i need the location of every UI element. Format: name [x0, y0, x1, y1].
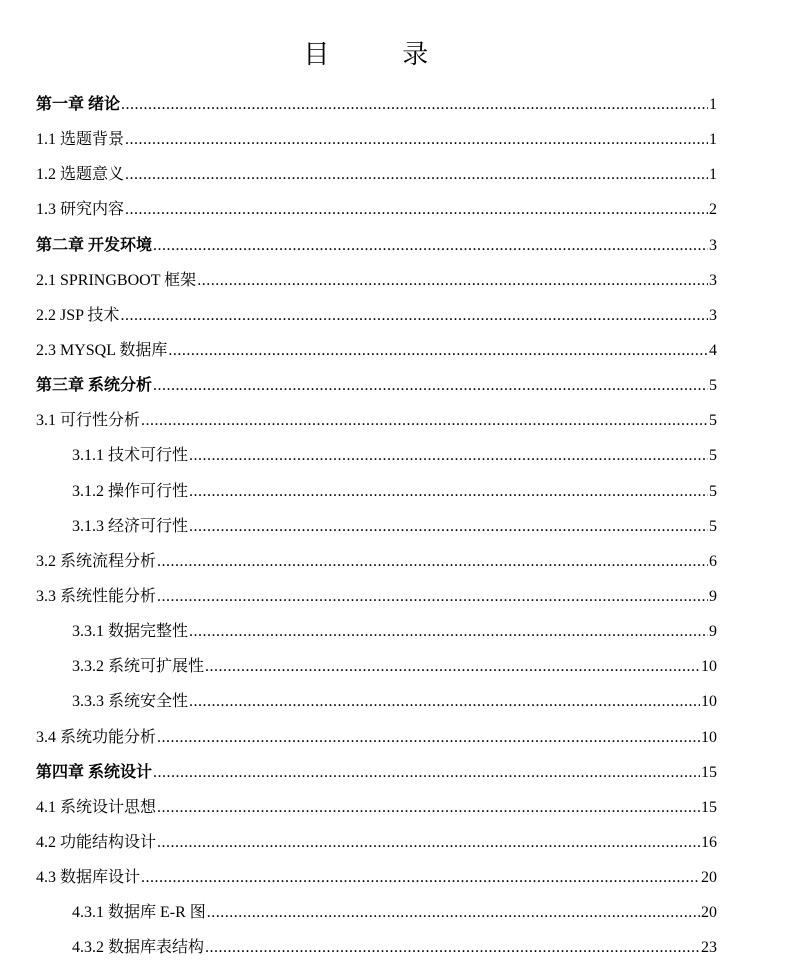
toc-dot-leader: [189, 438, 708, 473]
toc-page-number: 23: [701, 939, 717, 957]
toc-entry-label: 第三章 系统分析: [36, 377, 153, 395]
toc-subsection-entry[interactable]: [36, 649, 717, 684]
toc-page-number: 3: [709, 306, 717, 324]
toc-dot-leader: [207, 895, 700, 930]
toc-page-number: 6: [709, 552, 717, 570]
toc-subsection-entry[interactable]: [36, 895, 717, 930]
toc-section-entry[interactable]: [36, 192, 717, 227]
toc-entry-label: 1.2 选题意义: [36, 166, 125, 184]
toc-dot-leader: [157, 544, 708, 579]
toc-entry-label: 3.4 系统功能分析: [36, 728, 157, 746]
toc-section-entry[interactable]: [36, 298, 717, 333]
toc-page-number: 3: [709, 236, 717, 254]
toc-entry-label: 3.1.2 操作可行性: [72, 482, 189, 500]
toc-chapter-entry[interactable]: [36, 755, 717, 790]
toc-entry-label: 第一章 绪论: [36, 96, 121, 113]
toc-page-number: 9: [709, 587, 717, 605]
toc-page-number: 10: [701, 693, 717, 711]
toc-subsection-entry[interactable]: [36, 438, 717, 473]
toc-dot-leader: [125, 192, 708, 227]
toc-dot-leader: [153, 755, 700, 790]
toc-dot-leader: [189, 614, 708, 649]
toc-entry-label: 2.1 SPRINGBOOT 框架: [36, 271, 197, 289]
toc-entry-label: 4.3.2 数据库表结构: [72, 939, 205, 957]
toc-page-number: 1: [709, 166, 717, 184]
toc-chapter-entry[interactable]: [36, 87, 717, 122]
toc-page-number: 15: [701, 763, 717, 781]
toc-page-number: 5: [709, 412, 717, 430]
toc-dot-leader: [125, 157, 708, 192]
toc-section-entry[interactable]: [36, 825, 717, 860]
toc-page-number: 10: [701, 728, 717, 746]
toc-subsection-entry[interactable]: [36, 509, 717, 544]
toc-dot-leader: [121, 87, 708, 122]
toc-page-number: 20: [701, 869, 717, 887]
toc-section-entry[interactable]: [36, 579, 717, 614]
toc-page-number: 15: [701, 798, 717, 816]
page-title: 目 录: [303, 40, 452, 70]
toc-dot-leader: [120, 298, 708, 333]
toc-dot-leader: [205, 930, 700, 965]
toc-section-entry[interactable]: [36, 157, 717, 192]
toc-section-entry[interactable]: [36, 263, 717, 298]
toc-dot-leader: [141, 403, 708, 438]
toc-section-entry[interactable]: [36, 720, 717, 755]
toc-section-entry[interactable]: [36, 544, 717, 579]
toc-entry-label: 2.3 MYSQL 数据库: [36, 341, 168, 359]
toc-entry-label: 3.1.3 经济可行性: [72, 517, 189, 535]
toc-page-number: 1: [709, 96, 717, 113]
toc-section-entry[interactable]: [36, 333, 717, 368]
toc-page-number: 9: [709, 623, 717, 641]
toc-dot-leader: [157, 579, 708, 614]
toc-page-number: 3: [709, 271, 717, 289]
toc-dot-leader: [189, 684, 700, 719]
toc-entry-label: 3.2 系统流程分析: [36, 552, 157, 570]
toc-dot-leader: [205, 649, 700, 684]
toc-page-number: 5: [709, 482, 717, 500]
toc-entry-label: 第二章 开发环境: [36, 236, 153, 254]
table-of-contents: [36, 87, 717, 966]
toc-dot-leader: [153, 368, 708, 403]
toc-entry-label: 4.3 数据库设计: [36, 869, 141, 887]
toc-page-number: 5: [709, 517, 717, 535]
toc-section-entry[interactable]: [36, 790, 717, 825]
toc-chapter-entry[interactable]: [36, 228, 717, 263]
toc-entry-label: 3.3 系统性能分析: [36, 587, 157, 605]
toc-page-number: 20: [701, 904, 717, 922]
toc-page-number: 2: [709, 201, 717, 219]
toc-entry-label: 3.3.3 系统安全性: [72, 693, 189, 711]
toc-subsection-entry[interactable]: [36, 614, 717, 649]
toc-entry-label: 1.3 研究内容: [36, 201, 125, 219]
toc-section-entry[interactable]: [36, 860, 717, 895]
toc-dot-leader: [153, 228, 708, 263]
toc-entry-label: 3.3.1 数据完整性: [72, 623, 189, 641]
toc-entry-label: 3.3.2 系统可扩展性: [72, 658, 205, 676]
toc-page-number: 5: [709, 377, 717, 395]
toc-dot-leader: [157, 790, 700, 825]
toc-dot-leader: [189, 474, 708, 509]
toc-entry-label: 2.2 JSP 技术: [36, 306, 120, 324]
toc-entry-label: 1.1 选题背景: [36, 131, 125, 149]
toc-entry-label: 3.1 可行性分析: [36, 412, 141, 430]
toc-dot-leader: [141, 860, 700, 895]
toc-page-number: 5: [709, 447, 717, 465]
toc-subsection-entry[interactable]: [36, 930, 717, 965]
toc-section-entry[interactable]: [36, 122, 717, 157]
toc-page-number: 4: [709, 341, 717, 359]
toc-dot-leader: [168, 333, 708, 368]
toc-chapter-entry[interactable]: [36, 368, 717, 403]
toc-dot-leader: [157, 720, 700, 755]
toc-section-entry[interactable]: [36, 403, 717, 438]
toc-dot-leader: [197, 263, 708, 298]
toc-dot-leader: [157, 825, 700, 860]
toc-entry-label: 4.3.1 数据库 E-R 图: [72, 904, 206, 922]
toc-dot-leader: [189, 509, 708, 544]
toc-entry-label: 4.1 系统设计思想: [36, 798, 157, 816]
toc-entry-label: 第四章 系统设计: [36, 763, 153, 781]
toc-page-number: 1: [709, 131, 717, 149]
toc-page-number: 10: [701, 658, 717, 676]
toc-page-number: 16: [701, 833, 717, 851]
toc-subsection-entry[interactable]: [36, 684, 717, 719]
toc-subsection-entry[interactable]: [36, 474, 717, 509]
toc-dot-leader: [125, 122, 708, 157]
toc-entry-label: 3.1.1 技术可行性: [72, 447, 189, 465]
toc-entry-label: 4.2 功能结构设计: [36, 833, 157, 851]
